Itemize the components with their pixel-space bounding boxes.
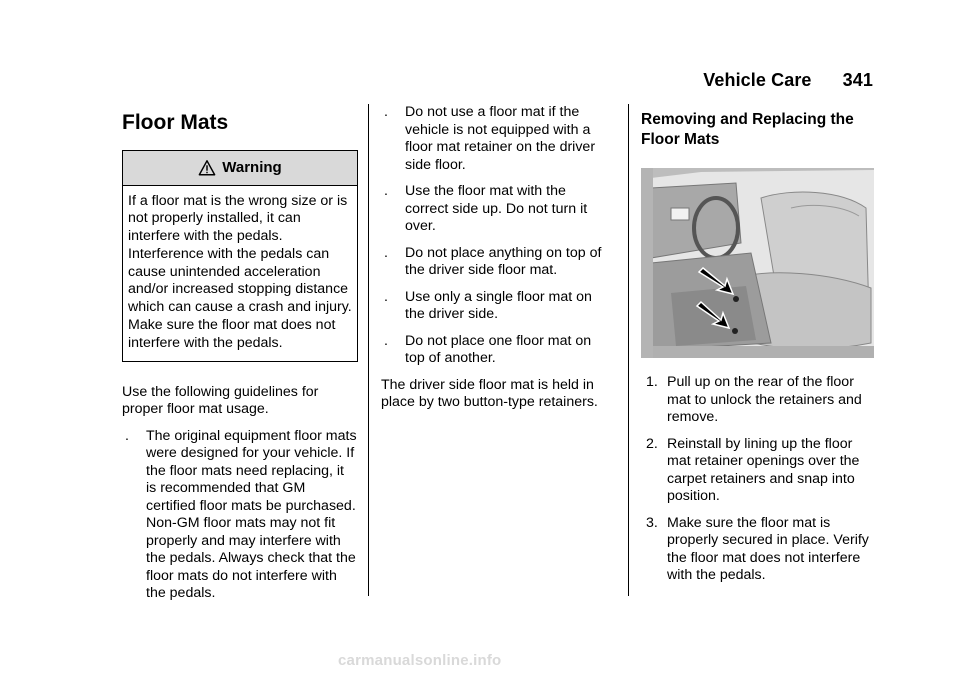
column-right — [641, 104, 877, 594]
page-number: 341 — [842, 70, 873, 90]
bullet-marker: . — [125, 427, 129, 444]
list-item — [641, 436, 877, 506]
steps-list — [641, 374, 877, 585]
column-divider-1 — [368, 104, 369, 596]
list-item — [641, 374, 877, 427]
intro-paragraph: Use the following guidelines for proper floor mat usage. — [122, 383, 319, 418]
list-item — [381, 245, 609, 280]
page-header — [703, 70, 873, 91]
warning-header — [123, 151, 357, 186]
warning-box — [122, 150, 358, 362]
step-text: Pull up on the rear of the floor mat to unlock the retainers and remove. — [667, 374, 862, 425]
column-middle — [381, 104, 609, 421]
bullet-marker: . — [384, 244, 388, 261]
watermark: carmanualsonline.info — [338, 652, 502, 669]
bullet-text: Use the floor mat with the correct side up. Do not turn it over. — [405, 183, 588, 234]
bullet-marker: . — [384, 288, 388, 305]
warning-icon — [198, 159, 216, 177]
bullet-marker: . — [384, 332, 388, 349]
step-text: Make sure the floor mat is properly secured in place. Verify the floor mat does not interfere with the pedals. — [667, 514, 869, 583]
step-text: Reinstall by lining up the floor mat retainer openings over the carpet retainers and snap into position. — [667, 435, 860, 504]
closing-paragraph: The driver side floor mat is held in place by two button-type retainers. — [381, 376, 598, 410]
bullet-marker: . — [384, 183, 388, 199]
bullet-text: Do not use a floor mat if the vehicle is not equipped with a floor mat retainer on the driver side floor. — [405, 104, 596, 173]
warning-text: If a floor mat is the wrong size or is not properly installed, it can interfere with the pedals. Interference with the pedals can cause unintended acceleration and/or increased stopping distance which can cause a crash and injury. Make sure the floor mat does not interfere with the pedals. — [128, 192, 352, 351]
left-bullet-list — [122, 428, 358, 603]
step-number: 3. — [646, 514, 658, 531]
removing-replacing-heading: Removing and Replacing the Floor Mats — [641, 111, 854, 148]
list-item — [122, 428, 358, 603]
section-title: Vehicle Care — [703, 70, 812, 90]
bullet-text: Do not place one floor mat on top of another. — [405, 332, 592, 366]
warning-label: Warning — [222, 158, 282, 176]
list-item — [381, 289, 609, 324]
list-item — [381, 104, 609, 174]
list-item — [641, 515, 877, 585]
step-number: 1. — [646, 374, 658, 390]
bullet-text: Do not place anything on top of the driver side floor mat. — [405, 244, 602, 278]
column-divider-2 — [628, 104, 629, 596]
floor-mats-heading: Floor Mats — [122, 111, 229, 134]
bullet-marker: . — [384, 104, 388, 120]
column-left — [122, 104, 358, 612]
middle-bullet-list — [381, 104, 609, 368]
floor-mat-retainer-illustration — [641, 168, 874, 358]
bullet-text: The original equipment floor mats were designed for your vehicle. If the floor mats need replacing, it is recommended that GM certified floor mats be purchased. Non-GM floor mats may not fit properly and may interfere with the pedals. Always check that the floor mats do not interfere with the pedals. — [146, 427, 357, 602]
list-item — [381, 183, 609, 236]
list-item — [381, 333, 609, 368]
step-number: 2. — [646, 435, 658, 452]
bullet-text: Use only a single floor mat on the driver side. — [405, 288, 592, 322]
